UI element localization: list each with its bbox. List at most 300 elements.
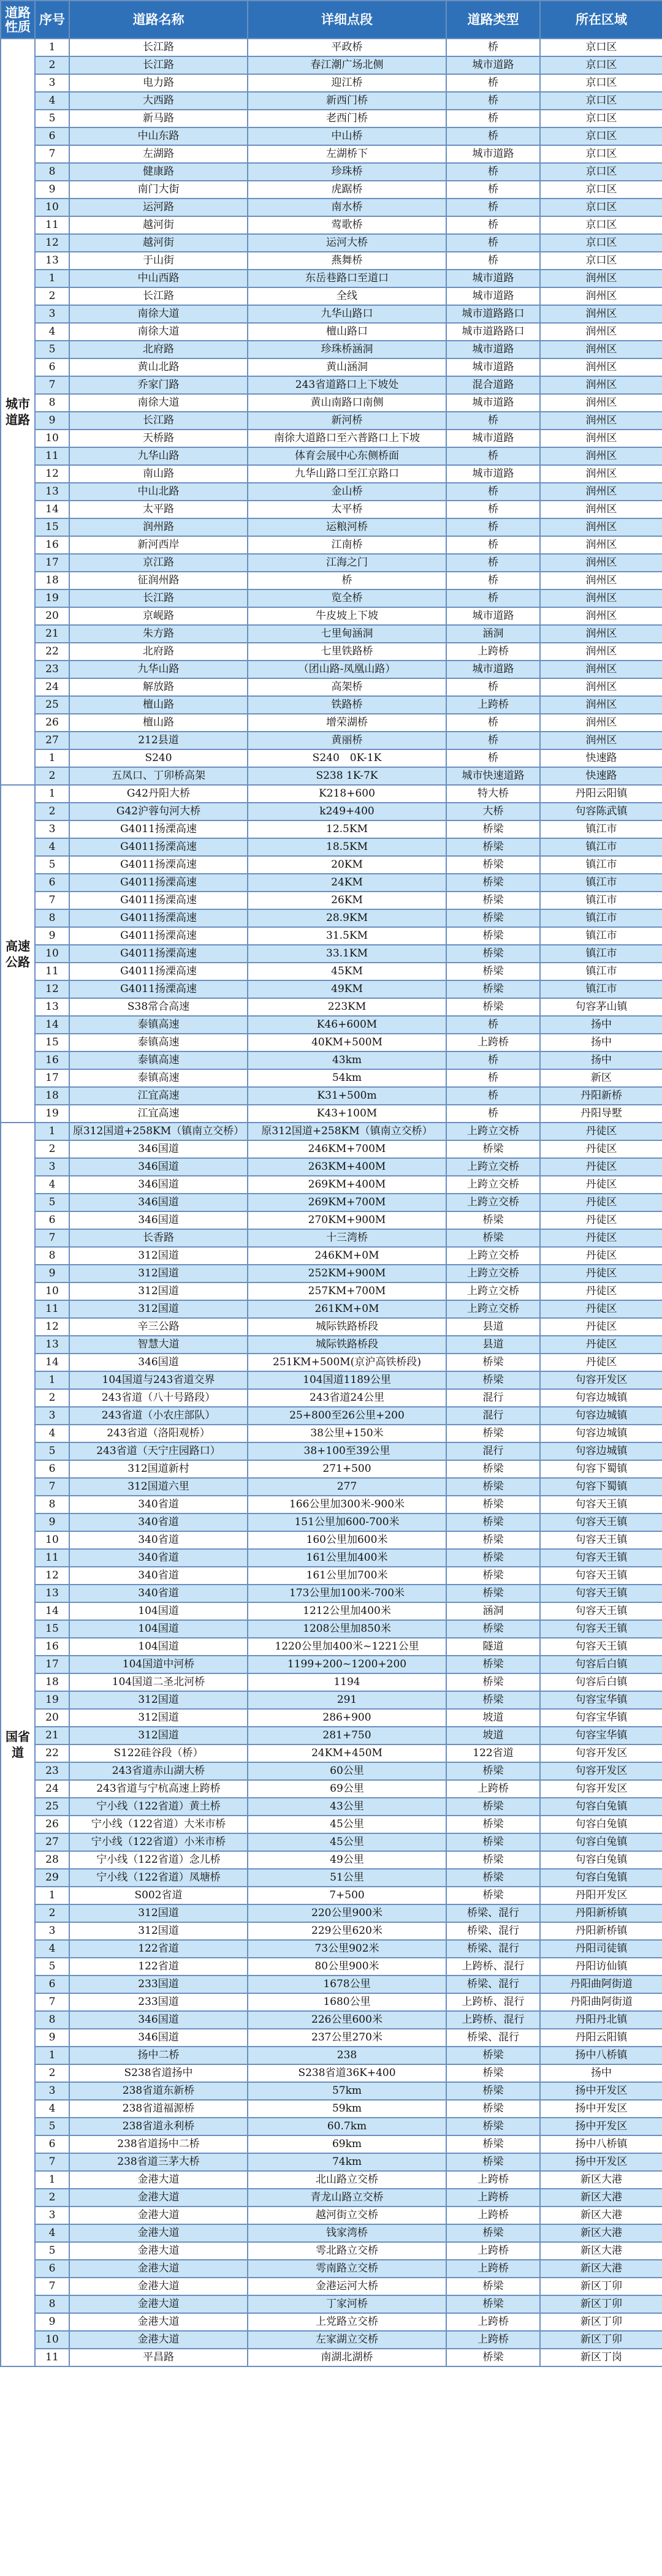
area-cell: 扬中开发区 [540, 2118, 662, 2135]
segment-cell: 太平桥 [248, 501, 446, 518]
road-type-cell: 桥梁 [446, 980, 540, 998]
area-cell: 句容开发区 [540, 1744, 662, 1762]
road-name-cell: 金港大道 [69, 2331, 248, 2349]
road-name-cell: 346国道 [69, 1194, 248, 1211]
table-row [1, 767, 662, 785]
road-type-cell: 桥梁 [446, 838, 540, 856]
row-index-cell: 25 [35, 696, 69, 714]
row-index-cell: 5 [35, 2242, 69, 2260]
road-type-cell: 混行 [446, 1389, 540, 1407]
area-cell: 润州区 [540, 554, 662, 572]
row-index-cell: 24 [35, 1780, 69, 1798]
road-name-cell: 金港大道 [69, 2242, 248, 2260]
row-index-cell: 6 [35, 2260, 69, 2278]
table-row [1, 1460, 662, 1478]
table-row [1, 234, 662, 252]
row-index-cell: 3 [35, 74, 69, 92]
row-index-cell: 5 [35, 341, 69, 358]
road-name-cell: 健康路 [69, 163, 248, 181]
area-cell: 京口区 [540, 39, 662, 56]
road-name-cell: 新马路 [69, 110, 248, 127]
area-cell: 扬中 [540, 2064, 662, 2082]
segment-cell: 南湖北湖桥 [248, 2349, 446, 2366]
row-index-cell: 1 [35, 2171, 69, 2189]
road-type-cell: 桥梁 [446, 1673, 540, 1691]
area-cell: 扬中 [540, 1016, 662, 1034]
area-cell: 句容茅山镇 [540, 998, 662, 1016]
road-name-cell: 扬中二桥 [69, 2047, 248, 2064]
table-row [1, 1513, 662, 1531]
road-name-cell: 泰镇高速 [69, 1034, 248, 1051]
table-row [1, 1922, 662, 1940]
segment-cell: 243省道24公里 [248, 1389, 446, 1407]
row-index-cell: 2 [35, 803, 69, 820]
row-index-cell: 11 [35, 447, 69, 465]
area-cell: 润州区 [540, 661, 662, 678]
segment-cell: 运粮河桥 [248, 518, 446, 536]
segment-cell: 43km [248, 1051, 446, 1069]
row-index-cell: 12 [35, 1567, 69, 1585]
area-cell: 丹阳导墅 [540, 1105, 662, 1123]
road-name-cell: 104国道 [69, 1602, 248, 1620]
table-row [1, 963, 662, 980]
row-index-cell: 6 [35, 127, 69, 145]
road-type-cell: 桥 [446, 483, 540, 501]
table-row [1, 199, 662, 216]
table-row [1, 358, 662, 376]
segment-cell: 237公里270米 [248, 2029, 446, 2047]
road-type-cell: 桥 [446, 127, 540, 145]
road-type-cell: 桥 [446, 732, 540, 749]
table-row [1, 145, 662, 163]
table-row [1, 572, 662, 589]
row-index-cell: 9 [35, 181, 69, 199]
area-cell: 句容白兔镇 [540, 1816, 662, 1833]
row-index-cell: 19 [35, 1105, 69, 1123]
road-name-cell: G4011扬溧高速 [69, 909, 248, 927]
area-cell: 京口区 [540, 216, 662, 234]
area-cell: 润州区 [540, 732, 662, 749]
road-type-cell: 桥 [446, 110, 540, 127]
road-type-cell: 桥梁 [446, 1869, 540, 1887]
area-cell: 丹阳云阳镇 [540, 2029, 662, 2047]
segment-cell: 1220公里加400米~1221公里 [248, 1638, 446, 1656]
area-cell: 丹徒区 [540, 1176, 662, 1194]
segment-cell: 243省道路口上下坡处 [248, 376, 446, 394]
road-type-cell: 桥梁 [446, 945, 540, 963]
segment-cell: k249+400 [248, 803, 446, 820]
row-index-cell: 3 [35, 1407, 69, 1425]
area-cell: 镇江市 [540, 945, 662, 963]
row-index-cell: 11 [35, 2349, 69, 2366]
area-cell: 镇江市 [540, 963, 662, 980]
table-row [1, 1549, 662, 1567]
row-index-cell: 3 [35, 1158, 69, 1176]
segment-cell: 黄山涵洞 [248, 358, 446, 376]
row-index-cell: 23 [35, 661, 69, 678]
segment-cell: 173公里加100米-700米 [248, 1585, 446, 1602]
segment-cell: 虎踞桥 [248, 181, 446, 199]
table-row [1, 74, 662, 92]
area-cell: 新区大港 [540, 2242, 662, 2260]
road-type-cell: 上跨桥 [446, 2207, 540, 2224]
area-cell: 京口区 [540, 74, 662, 92]
row-index-cell: 20 [35, 1709, 69, 1727]
area-cell: 丹徒区 [540, 1211, 662, 1229]
table-row [1, 252, 662, 270]
road-type-cell: 混行 [446, 1442, 540, 1460]
row-index-cell: 2 [35, 2064, 69, 2082]
row-index-cell: 8 [35, 909, 69, 927]
segment-cell: 迎江桥 [248, 74, 446, 92]
area-cell: 润州区 [540, 696, 662, 714]
table-row [1, 1354, 662, 1371]
area-cell: 丹徒区 [540, 1354, 662, 1371]
table-row [1, 2260, 662, 2278]
table-row [1, 980, 662, 998]
table-row [1, 394, 662, 412]
road-type-cell: 上跨立交桥 [446, 1282, 540, 1300]
table-row [1, 376, 662, 394]
row-index-cell: 11 [35, 1300, 69, 1318]
area-cell: 新区 [540, 1069, 662, 1087]
road-type-cell: 上跨桥、混行 [446, 1958, 540, 1976]
segment-cell: 60.7km [248, 2118, 446, 2135]
table-row [1, 714, 662, 732]
road-type-cell: 桥梁 [446, 2118, 540, 2135]
road-type-cell: 桥梁 [446, 998, 540, 1016]
road-type-cell: 桥梁、混行 [446, 1976, 540, 1993]
table-row [1, 2331, 662, 2349]
segment-cell: 1678公里 [248, 1976, 446, 1993]
area-cell: 扬中开发区 [540, 2153, 662, 2171]
road-type-cell: 桥 [446, 536, 540, 554]
table-row [1, 1727, 662, 1744]
road-name-cell: 宁小线（122省道）黄土桥 [69, 1798, 248, 1816]
row-index-cell: 6 [35, 1976, 69, 1993]
table-row [1, 625, 662, 643]
row-index-cell: 26 [35, 1816, 69, 1833]
row-index-cell: 7 [35, 892, 69, 909]
segment-cell: 江南桥 [248, 536, 446, 554]
area-cell: 句容白兔镇 [540, 1833, 662, 1851]
road-type-cell: 桥梁 [446, 1211, 540, 1229]
segment-cell: 25+800至26公里+200 [248, 1407, 446, 1425]
table-row [1, 1904, 662, 1922]
table-row [1, 554, 662, 572]
header-area: 所在区域 [540, 1, 662, 39]
table-row [1, 1620, 662, 1638]
segment-cell: 青龙山路立交桥 [248, 2189, 446, 2207]
segment-cell: 26KM [248, 892, 446, 909]
segment-cell: 166公里加300米-900米 [248, 1496, 446, 1513]
table-row [1, 909, 662, 927]
area-cell: 句容后白镇 [540, 1656, 662, 1673]
row-index-cell: 5 [35, 1958, 69, 1976]
area-cell: 句容天王镇 [540, 1549, 662, 1567]
table-row [1, 2295, 662, 2313]
table-row [1, 1407, 662, 1425]
road-type-cell: 城市快速道路 [446, 767, 540, 785]
road-name-cell: 金港大道 [69, 2313, 248, 2331]
row-index-cell: 4 [35, 1176, 69, 1194]
segment-cell: 24KM [248, 874, 446, 892]
table-row [1, 1958, 662, 1976]
road-name-cell: 五凤口、丁卯桥高架 [69, 767, 248, 785]
segment-cell: 161公里加700米 [248, 1567, 446, 1585]
category-cell: 高速公路 [1, 785, 35, 1123]
area-cell: 镇江市 [540, 892, 662, 909]
road-name-cell: 天桥路 [69, 430, 248, 447]
road-type-cell: 桥 [446, 252, 540, 270]
segment-cell: 51公里 [248, 1869, 446, 1887]
segment-cell: 28.9KM [248, 909, 446, 927]
row-index-cell: 14 [35, 501, 69, 518]
table-row [1, 998, 662, 1016]
road-type-cell: 坡道 [446, 1709, 540, 1727]
segment-cell: 246KM+700M [248, 1140, 446, 1158]
road-name-cell: 大西路 [69, 92, 248, 110]
road-name-cell: 238省道东新桥 [69, 2082, 248, 2100]
row-index-cell: 8 [35, 1496, 69, 1513]
row-index-cell: 13 [35, 998, 69, 1016]
area-cell: 新区丁卯 [540, 2313, 662, 2331]
table-row [1, 501, 662, 518]
segment-cell: K46+600M [248, 1016, 446, 1034]
road-type-cell: 桥梁 [446, 1478, 540, 1496]
road-name-cell: 京江路 [69, 554, 248, 572]
row-index-cell: 6 [35, 1211, 69, 1229]
table-row [1, 661, 662, 678]
area-cell: 润州区 [540, 483, 662, 501]
road-name-cell: 北府路 [69, 341, 248, 358]
table-row [1, 1602, 662, 1620]
row-index-cell: 3 [35, 2082, 69, 2100]
category-cell: 城市道路 [1, 39, 35, 785]
area-cell: 京口区 [540, 163, 662, 181]
road-type-cell: 混合道路 [446, 376, 540, 394]
area-cell: 新区大港 [540, 2207, 662, 2224]
area-cell: 句容天王镇 [540, 1567, 662, 1585]
row-index-cell: 6 [35, 2135, 69, 2153]
area-cell: 丹徒区 [540, 1140, 662, 1158]
road-type-cell: 桥 [446, 1087, 540, 1105]
area-cell: 扬中八桥镇 [540, 2135, 662, 2153]
road-type-cell: 桥 [446, 92, 540, 110]
area-cell: 丹徒区 [540, 1265, 662, 1282]
segment-cell: 261KM+0M [248, 1300, 446, 1318]
road-type-cell: 桥 [446, 1069, 540, 1087]
segment-cell: 38公里+150米 [248, 1425, 446, 1442]
row-index-cell: 7 [35, 2153, 69, 2171]
road-name-cell: 346国道 [69, 1176, 248, 1194]
road-type-cell: 城市道路 [446, 465, 540, 483]
segment-cell: 九华山路口 [248, 305, 446, 323]
road-name-cell: 解放路 [69, 678, 248, 696]
road-type-cell: 桥梁、混行 [446, 1940, 540, 1958]
road-name-cell: 平昌路 [69, 2349, 248, 2366]
table-row [1, 1123, 662, 1140]
road-type-cell: 桥梁 [446, 1762, 540, 1780]
row-index-cell: 2 [35, 2189, 69, 2207]
table-row [1, 785, 662, 803]
segment-cell: 檀山路口 [248, 323, 446, 341]
row-index-cell: 8 [35, 2295, 69, 2313]
road-name-cell: 长江路 [69, 56, 248, 74]
road-name-cell: 于山街 [69, 252, 248, 270]
segment-cell: 252KM+900M [248, 1265, 446, 1282]
road-name-cell: 243省道赤山湖大桥 [69, 1762, 248, 1780]
row-index-cell: 15 [35, 1620, 69, 1638]
segment-cell: 览全桥 [248, 589, 446, 607]
road-type-cell: 城市道路 [446, 394, 540, 412]
road-name-cell: S122硅谷段（桥） [69, 1744, 248, 1762]
road-type-cell: 桥 [446, 1016, 540, 1034]
segment-cell: （团山路-凤凰山路） [248, 661, 446, 678]
area-cell: 句容天王镇 [540, 1531, 662, 1549]
area-cell: 丹阳开发区 [540, 1887, 662, 1904]
road-name-cell: 越河街 [69, 216, 248, 234]
row-index-cell: 19 [35, 589, 69, 607]
area-cell: 润州区 [540, 358, 662, 376]
road-name-cell: 243省道（八十号路段） [69, 1389, 248, 1407]
table-row [1, 1371, 662, 1389]
row-index-cell: 4 [35, 1940, 69, 1958]
area-cell: 京口区 [540, 92, 662, 110]
table-row [1, 607, 662, 625]
road-type-cell: 桥梁 [446, 892, 540, 909]
area-cell: 镇江市 [540, 980, 662, 998]
row-index-cell: 13 [35, 483, 69, 501]
row-index-cell: 18 [35, 1087, 69, 1105]
segment-cell: 20KM [248, 856, 446, 874]
road-name-cell: 金港大道 [69, 2189, 248, 2207]
road-name-cell: 104国道二圣北河桥 [69, 1673, 248, 1691]
road-type-cell: 桥梁 [446, 1887, 540, 1904]
area-cell: 句容边城镇 [540, 1425, 662, 1442]
row-index-cell: 23 [35, 1762, 69, 1780]
road-type-cell: 桥梁 [446, 927, 540, 945]
road-name-cell: 运河路 [69, 199, 248, 216]
road-type-cell: 桥梁 [446, 1816, 540, 1833]
row-index-cell: 4 [35, 838, 69, 856]
road-type-cell: 桥 [446, 1105, 540, 1123]
table-row [1, 1816, 662, 1833]
area-cell: 扬中 [540, 1051, 662, 1069]
road-type-cell: 桥梁 [446, 2224, 540, 2242]
header-road-type: 道路类型 [446, 1, 540, 39]
area-cell: 句容边城镇 [540, 1442, 662, 1460]
table-row [1, 2153, 662, 2171]
road-name-cell: 乔家门路 [69, 376, 248, 394]
segment-cell: 18.5KM [248, 838, 446, 856]
table-row [1, 1531, 662, 1549]
area-cell: 丹徒区 [540, 1336, 662, 1354]
table-row [1, 483, 662, 501]
road-name-cell: 233国道 [69, 1993, 248, 2011]
road-type-cell: 上跨桥 [446, 2331, 540, 2349]
road-name-cell: 黄山北路 [69, 358, 248, 376]
road-name-cell: 金港大道 [69, 2171, 248, 2189]
table-row [1, 2064, 662, 2082]
road-name-cell: 中山北路 [69, 483, 248, 501]
segment-cell: S240 0K-1K [248, 749, 446, 767]
area-cell: 丹徒区 [540, 1282, 662, 1300]
segment-cell: 牛皮坡上下坡 [248, 607, 446, 625]
road-type-cell: 桥梁 [446, 2082, 540, 2100]
road-name-cell: 238省道扬中二桥 [69, 2135, 248, 2153]
table-row [1, 163, 662, 181]
segment-cell: 74km [248, 2153, 446, 2171]
segment-cell: K43+100M [248, 1105, 446, 1123]
segment-cell: 铁路桥 [248, 696, 446, 714]
table-row [1, 465, 662, 483]
area-cell: 润州区 [540, 536, 662, 554]
row-index-cell: 2 [35, 287, 69, 305]
road-name-cell: 312国道六里 [69, 1478, 248, 1496]
road-name-cell: 122省道 [69, 1958, 248, 1976]
road-name-cell: 京岘路 [69, 607, 248, 625]
row-index-cell: 8 [35, 2011, 69, 2029]
table-row [1, 589, 662, 607]
road-name-cell: 233国道 [69, 1976, 248, 1993]
area-cell: 润州区 [540, 305, 662, 323]
road-name-cell: 檀山路 [69, 714, 248, 732]
row-index-cell: 13 [35, 252, 69, 270]
segment-cell: 49KM [248, 980, 446, 998]
area-cell: 京口区 [540, 199, 662, 216]
road-name-cell: 104国道中河桥 [69, 1656, 248, 1673]
road-name-cell: 312国道新村 [69, 1460, 248, 1478]
road-type-cell: 桥 [446, 447, 540, 465]
table-row [1, 1709, 662, 1727]
road-name-cell: 太平路 [69, 501, 248, 518]
segment-cell: 新西门桥 [248, 92, 446, 110]
segment-cell: 九华山路口至江京路口 [248, 465, 446, 483]
road-type-cell: 桥 [446, 714, 540, 732]
row-index-cell: 18 [35, 572, 69, 589]
road-type-cell: 桥梁 [446, 1585, 540, 1602]
road-type-cell: 桥梁 [446, 2153, 540, 2171]
area-cell: 润州区 [540, 625, 662, 643]
row-index-cell: 1 [35, 1123, 69, 1140]
area-cell: 扬中开发区 [540, 2100, 662, 2118]
table-row [1, 1940, 662, 1958]
table-row [1, 2047, 662, 2064]
road-type-cell: 桥 [446, 589, 540, 607]
segment-cell: 160公里加600米 [248, 1531, 446, 1549]
road-name-cell: 346国道 [69, 2011, 248, 2029]
row-index-cell: 15 [35, 518, 69, 536]
row-index-cell: 22 [35, 1744, 69, 1762]
road-type-cell: 桥 [446, 678, 540, 696]
road-type-cell: 桥梁 [446, 1354, 540, 1371]
road-name-cell: 312国道 [69, 1247, 248, 1265]
segment-cell: 257KM+700M [248, 1282, 446, 1300]
road-name-cell: G4011扬溧高速 [69, 927, 248, 945]
table-row [1, 536, 662, 554]
road-type-cell: 上跨立交桥 [446, 1123, 540, 1140]
road-name-cell: 中山东路 [69, 127, 248, 145]
row-index-cell: 9 [35, 412, 69, 430]
row-index-cell: 7 [35, 1229, 69, 1247]
row-index-cell: 11 [35, 1549, 69, 1567]
segment-cell: 31.5KM [248, 927, 446, 945]
road-name-cell: 346国道 [69, 1158, 248, 1176]
row-index-cell: 7 [35, 376, 69, 394]
road-type-cell: 上跨桥 [446, 2260, 540, 2278]
segment-cell: 1212公里加400米 [248, 1602, 446, 1620]
